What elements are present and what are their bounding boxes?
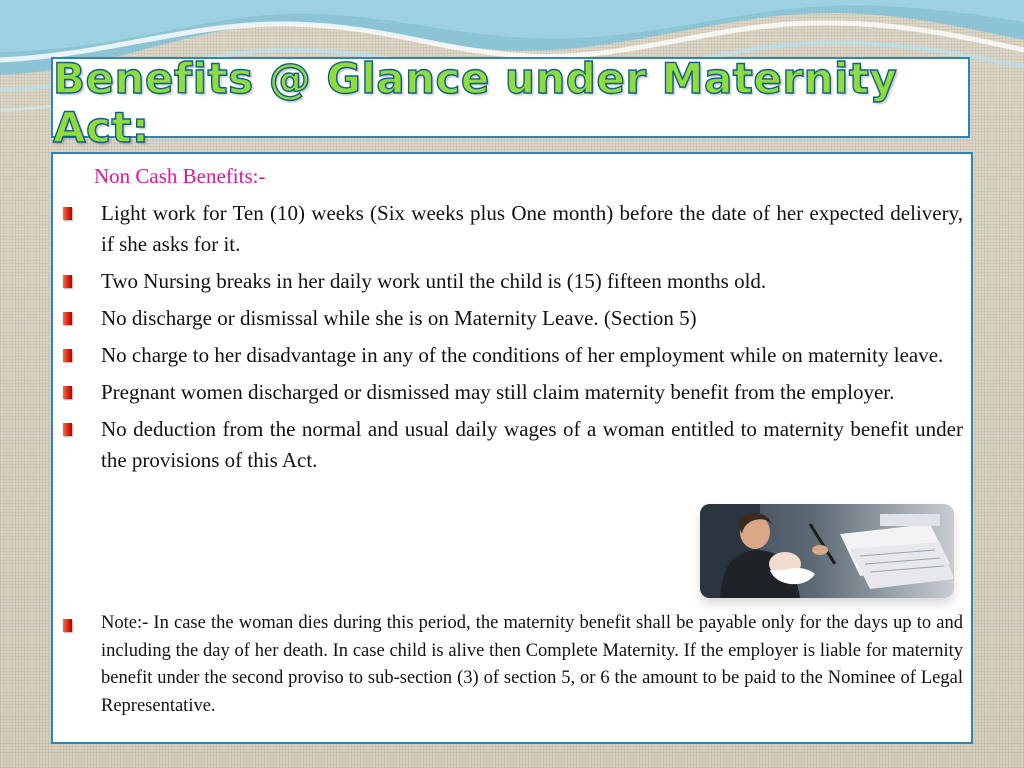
list-item-text: No discharge or dismissal while she is on Maternity Leave. (Section 5) <box>101 306 697 330</box>
list-item-text: No deduction from the normal and usual daily wages of a woman entitled to maternity benefit under the provisions of this Act. <box>101 417 963 472</box>
bullet-square-icon <box>63 423 72 436</box>
title-frame <box>51 53 970 152</box>
section-heading: Non Cash Benefits:- <box>94 164 266 188</box>
list-item <box>53 340 971 371</box>
list-item <box>53 377 971 408</box>
content-frame <box>51 152 973 744</box>
list-item <box>53 303 971 334</box>
list-item <box>53 266 971 297</box>
note-text: Note:- In case the woman dies during this period, the maternity benefit shall be payable only for the days up to and including the day of her death. In case child is alive then Complete Maternity. If the employer is liable for maternity benefit under the second proviso to sub-section (3) of section 5, or 6 the amount to be paid to the Nominee of Legal Representative. <box>101 613 963 716</box>
bullet-square-icon <box>63 386 72 399</box>
list-item-text: Pregnant women discharged or dismissed may still claim maternity benefit from the employer. <box>101 380 895 404</box>
list-item-text: Two Nursing breaks in her daily work until the child is (15) fifteen months old. <box>101 269 767 293</box>
list-item-text: No charge to her disadvantage in any of the conditions of her employment while on maternity leave. <box>101 343 944 367</box>
note-paragraph <box>53 610 971 720</box>
bullet-square-icon <box>63 207 72 220</box>
mother-with-baby-photo <box>700 504 954 598</box>
bullet-square-icon <box>63 349 72 362</box>
slide-title: Benefits @ Glance under Maternity Act: <box>53 53 898 152</box>
photo-illustration <box>700 504 954 598</box>
list-item <box>53 414 971 476</box>
list-item-text: Light work for Ten (10) weeks (Six weeks plus One month) before the date of her expected delivery, if she asks for it. <box>101 201 963 256</box>
list-item <box>53 198 971 260</box>
bullet-square-icon <box>63 275 72 288</box>
bullet-square-icon <box>63 619 72 632</box>
benefits-list <box>53 198 971 482</box>
bullet-square-icon <box>63 312 72 325</box>
